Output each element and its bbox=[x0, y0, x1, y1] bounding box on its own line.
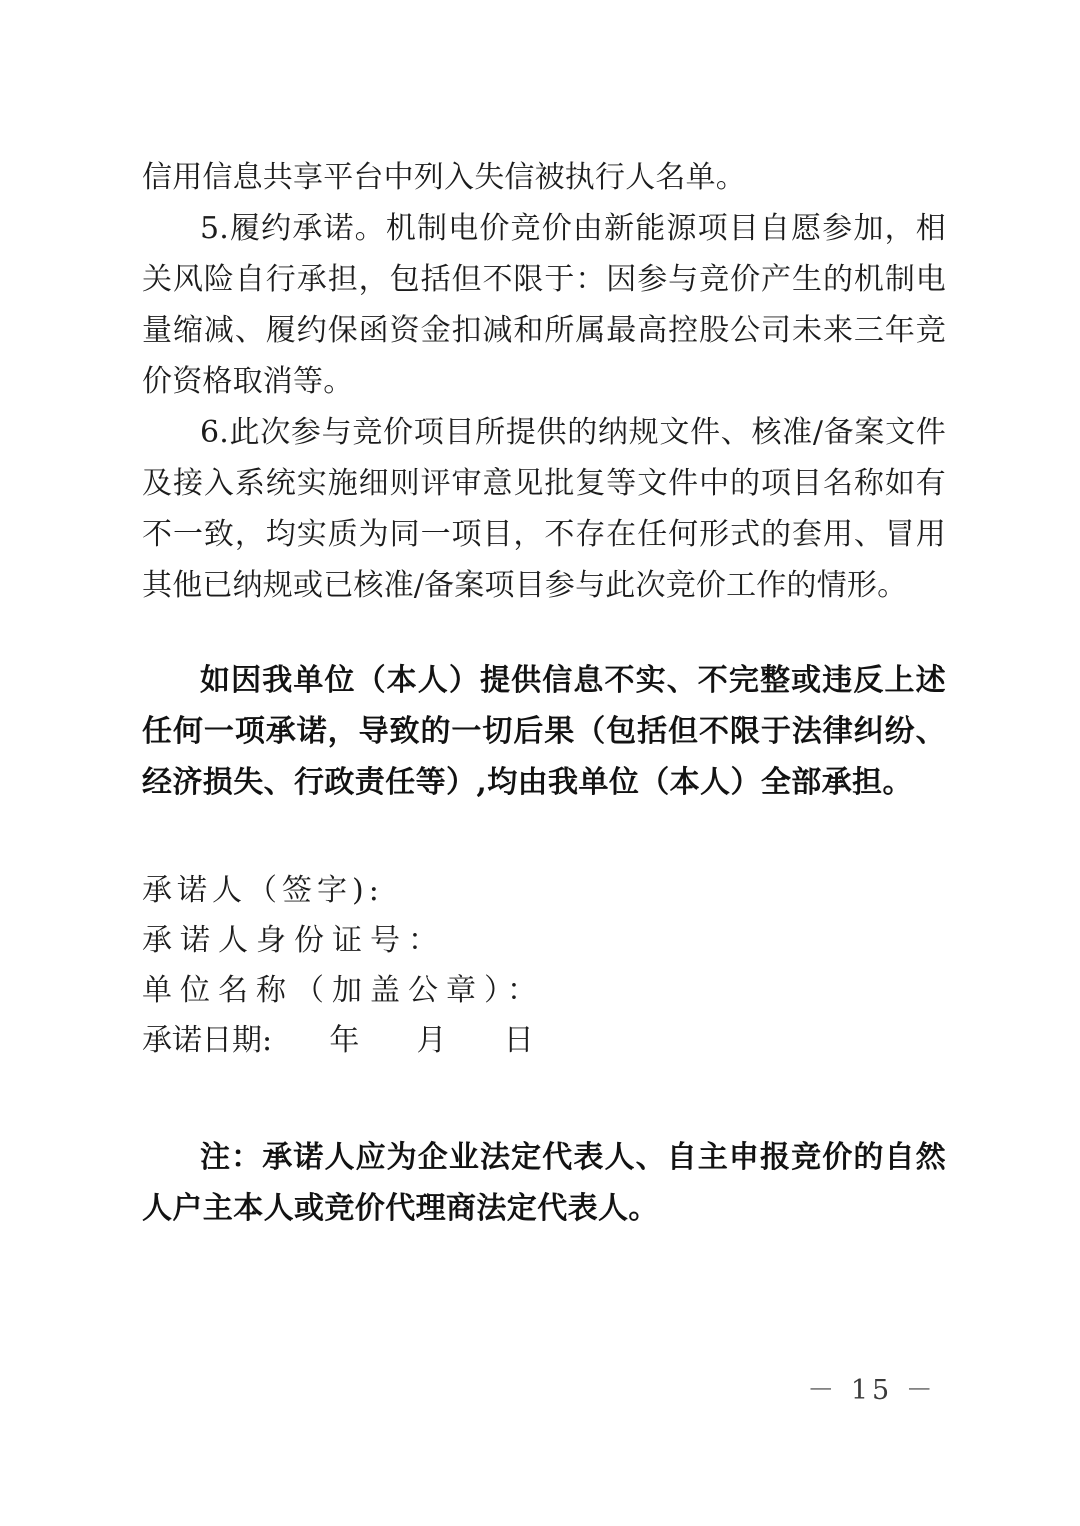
page-footer bbox=[0, 1368, 1080, 1407]
commitment-date-line: 承诺日期: 年 月 日 bbox=[142, 1023, 534, 1058]
document-body bbox=[142, 152, 946, 808]
spacer-before-emphasis bbox=[142, 611, 946, 655]
note-block bbox=[142, 1132, 946, 1234]
signature-block bbox=[142, 866, 842, 1066]
signer-id-number-line: 承诺人身份证号： bbox=[142, 923, 446, 958]
page-number: － 15 － bbox=[807, 1375, 937, 1406]
clause-item-6: 6.此次参与竞价项目所提供的纳规文件、核准/备案文件及接入系统实施细则评审意见批复等文件中的项目名称如有不一致，均实质为同一项目，不存在任何形式的套用、冒用其他已纳规或已核准/备案项目参与此次竞价工作的情形。 bbox=[142, 415, 946, 603]
company-name-line: 单位名称（加盖公章）： bbox=[142, 973, 545, 1008]
carryover-paragraph: 信用信息共享平台中列入失信被执行人名单。 bbox=[142, 160, 746, 195]
signer-name-line: 承诺人（签字): bbox=[142, 873, 384, 908]
note-paragraph: 注：承诺人应为企业法定代表人、自主申报竞价的自然人户主本人或竞价代理商法定代表人。 bbox=[142, 1140, 946, 1226]
emphasis-paragraph: 如因我单位（本人）提供信息不实、不完整或违反上述任何一项承诺，导致的一切后果（包括但不限于法律纠纷、经济损失、行政责任等）,均由我单位（本人）全部承担。 bbox=[142, 663, 946, 800]
clause-item-5: 5.履约承诺。机制电价竞价由新能源项目自愿参加，相关风险自行承担，包括但不限于：因参与竞价产生的机制电量缩减、履约保函资金扣减和所属最高控股公司未来三年竞价资格取消等。 bbox=[142, 211, 946, 399]
